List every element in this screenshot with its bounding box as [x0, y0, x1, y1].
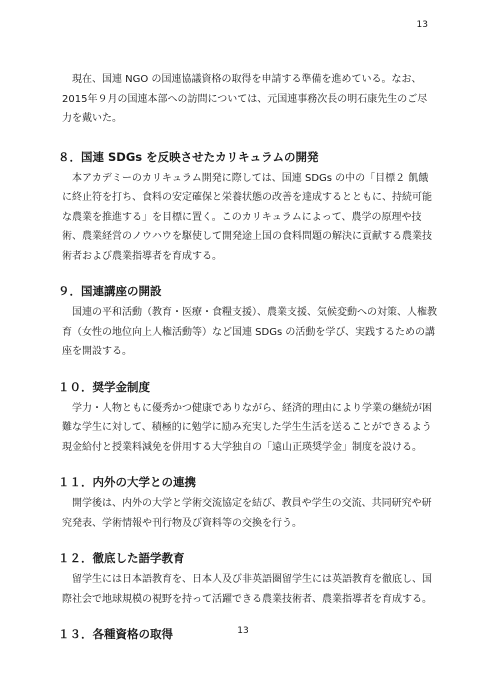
section-9-body: 国連の平和活動（教育・医療・食糧支援）、農業支援、気候変動への対策、人権教育（女性の地位向上人権活動等）など国連 SDGs の活動を学び、実践するための講座を開設する。	[62, 307, 437, 357]
page-number-bottom: 13	[237, 626, 249, 636]
section-8-body: 本アカデミーのカリキュラム開発に際しては、国連 SDGs の中の「目標２ 飢餓に終止符を打ち、食料の安定確保と栄養状態の改善を達成するとともに、持続可能な農業を推進する」を目標に置く。このカリキュラムによって、農学の原理や技術、農業経営のノウハウを駆使して開発途上国の食料問題の解決に貢献する農業技術者および農業指導者を育成する。	[62, 172, 432, 262]
section-12-heading: １２．徹底した語学教育	[58, 551, 185, 565]
section-11-heading: １１．内外の大学との連携	[58, 475, 196, 489]
section-13-heading: １３．各種資格の取得	[58, 627, 173, 641]
section-12-body: 留学生には日本語教育を、日本人及び非英語圏留学生には英語教育を徹底し、国際社会で地球規模の視野を持って活躍できる農業技術者、農業指導者を育成する。	[62, 574, 432, 605]
section-9-heading: ９．国連講座の開設	[58, 284, 162, 298]
section-8-heading: ８．国連 SDGs を反映させたカリキュラムの開発	[58, 149, 319, 164]
section-10-body: 学力・人物ともに優秀かつ健康でありながら、経済的理由により学業の継続が困難な学生に対して、積極的に勉学に励み充実した学生生活を送ることができるよう現金給付と授業料減免を併用する大学独自の「遠山正瑛奨学金」制度を設ける。	[62, 402, 432, 453]
intro-paragraph: 現在、国連 NGO の国連協議資格の取得を申請する準備を進めている。なお、2015年９月の国連本部への訪問については、元国連事務次長の明石康先生のご尽力を戴いた。	[62, 74, 428, 124]
document-body	[58, 70, 437, 646]
section-10-heading: １０．奨学金制度	[58, 379, 150, 394]
section-11-body: 開学後は、内外の大学と学術交流協定を結び、教員や学生の交流、共同研究や研究発表、学術情報や刊行物及び資料等の交換を行う。	[62, 498, 432, 529]
page-number-top: 13	[416, 20, 428, 30]
